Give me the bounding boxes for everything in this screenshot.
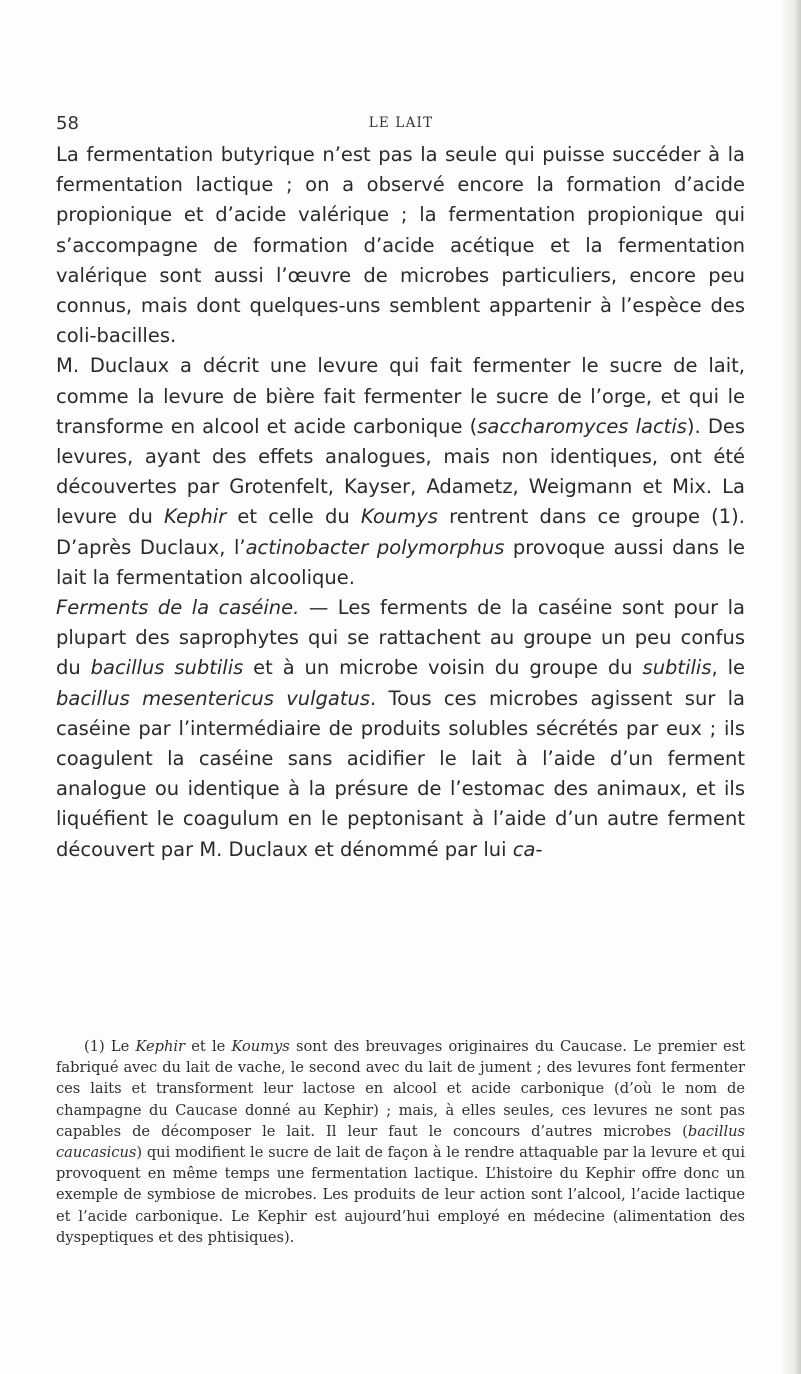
page-number: 58 <box>56 113 79 134</box>
term-subtilis: subtilis <box>642 656 712 680</box>
footnote-term-kephir: Kephir <box>135 1038 186 1055</box>
term-kephir: Kephir <box>163 505 227 529</box>
footnote-term-koumys: Koumys <box>231 1038 290 1055</box>
species-actinobacter: actinobacter polymorphus <box>245 535 505 559</box>
paragraph-casein-ferments: Ferments de la caséine. — Les ferments de la caséine sont pour la plupart des saprophytes qui se rattachent au groupe un peu confus du bacillus subtilis et à un microbe voisin du groupe du subtilis, le bacillus mesentericus vulgatus. Tous ces microbes agissent sur la caséine par l’intermédiaire de produits solubles sécrétés par eux ; ils coagulent la caséine sans acidifier le lait à l’aide d’un ferment analogue ou identique à la présure de l’estomac des animaux, et ils liquéfient le coagulum en le peptonisant à l’aide d’un autre ferment découvert par M. Duclaux et dénommé par lui ca- <box>56 596 745 861</box>
footnotes <box>56 1036 745 1248</box>
footnote-1: (1) Le Kephir et le Koumys sont des breuvages originaires du Caucase. Le premier est fabriqué avec du lait de vache, le second avec du lait de jument ; des levures font fermenter ces laits et transforment leur lactose en alcool et acide carbonique (d’où le nom de champagne du Caucase donné au Kephir) ; mais, à elles seules, ces levures ne sont pas capables de décomposer le lait. Il leur faut le concours d’autres microbes (bacillus caucasicus) qui modifient le sucre de lait de façon à le rendre attaquable par la levure et qui provoquent en même temps une fermentation lactique. L’histoire du Kephir offre donc un exemple de symbiose de microbes. Les produits de leur action sont l’alcool, l’acide lactique et l’acide carbonique. Le Kephir est aujourd’hui employé en médecine (alimentation des dyspeptiques et des phtisiques). <box>56 1038 745 1246</box>
body-text <box>56 140 745 865</box>
term-koumys: Koumys <box>360 505 438 529</box>
footnote-species-bacillus-caucasicus: bacillus caucasicus <box>56 1122 745 1162</box>
species-saccharomyces: saccharomyces lactis <box>477 414 687 438</box>
running-title: LE LAIT <box>368 115 434 131</box>
paragraph-butyric: La fermentation butyrique n’est pas la seule qui puisse succéder à la fermentation lactique ; on a observé encore la formation d’acide propionique et d’acide valérique ; la fermentation propionique qui s’accompagne de formation d’acide acétique et la fermentation valérique sont aussi l’œuvre de microbes particuliers, encore peu connus, mais dont quelques-uns semblent appartenir à l’espèce des coli-bacilles. <box>56 143 745 348</box>
section-heading-casein: Ferments de la caséine. <box>56 596 300 620</box>
species-bacillus-subtilis: bacillus subtilis <box>90 656 244 680</box>
term-ca: ca- <box>512 837 543 861</box>
page-edge-shadow <box>779 0 801 1374</box>
species-bacillus-mesentericus: bacillus mesentericus vulgatus <box>56 686 371 710</box>
paragraph-duclaux-yeast: M. Duclaux a décrit une levure qui fait fermenter le sucre de lait, comme la levure de bière fait fermenter le sucre de l’orge, et qui le transforme en alcool et acide carbonique (saccharomyces lactis). Des levures, ayant des effets analogues, mais non identiques, ont été découvertes par Grotenfelt, Kayser, Adametz, Weigmann et Mix. La levure du Kephir et celle du Koumys rentrent dans ce groupe (1). D’après Duclaux, l’actinobacter polymorphus provoque aussi dans le lait la fermentation alcoolique. <box>56 354 746 589</box>
running-head <box>56 113 746 137</box>
